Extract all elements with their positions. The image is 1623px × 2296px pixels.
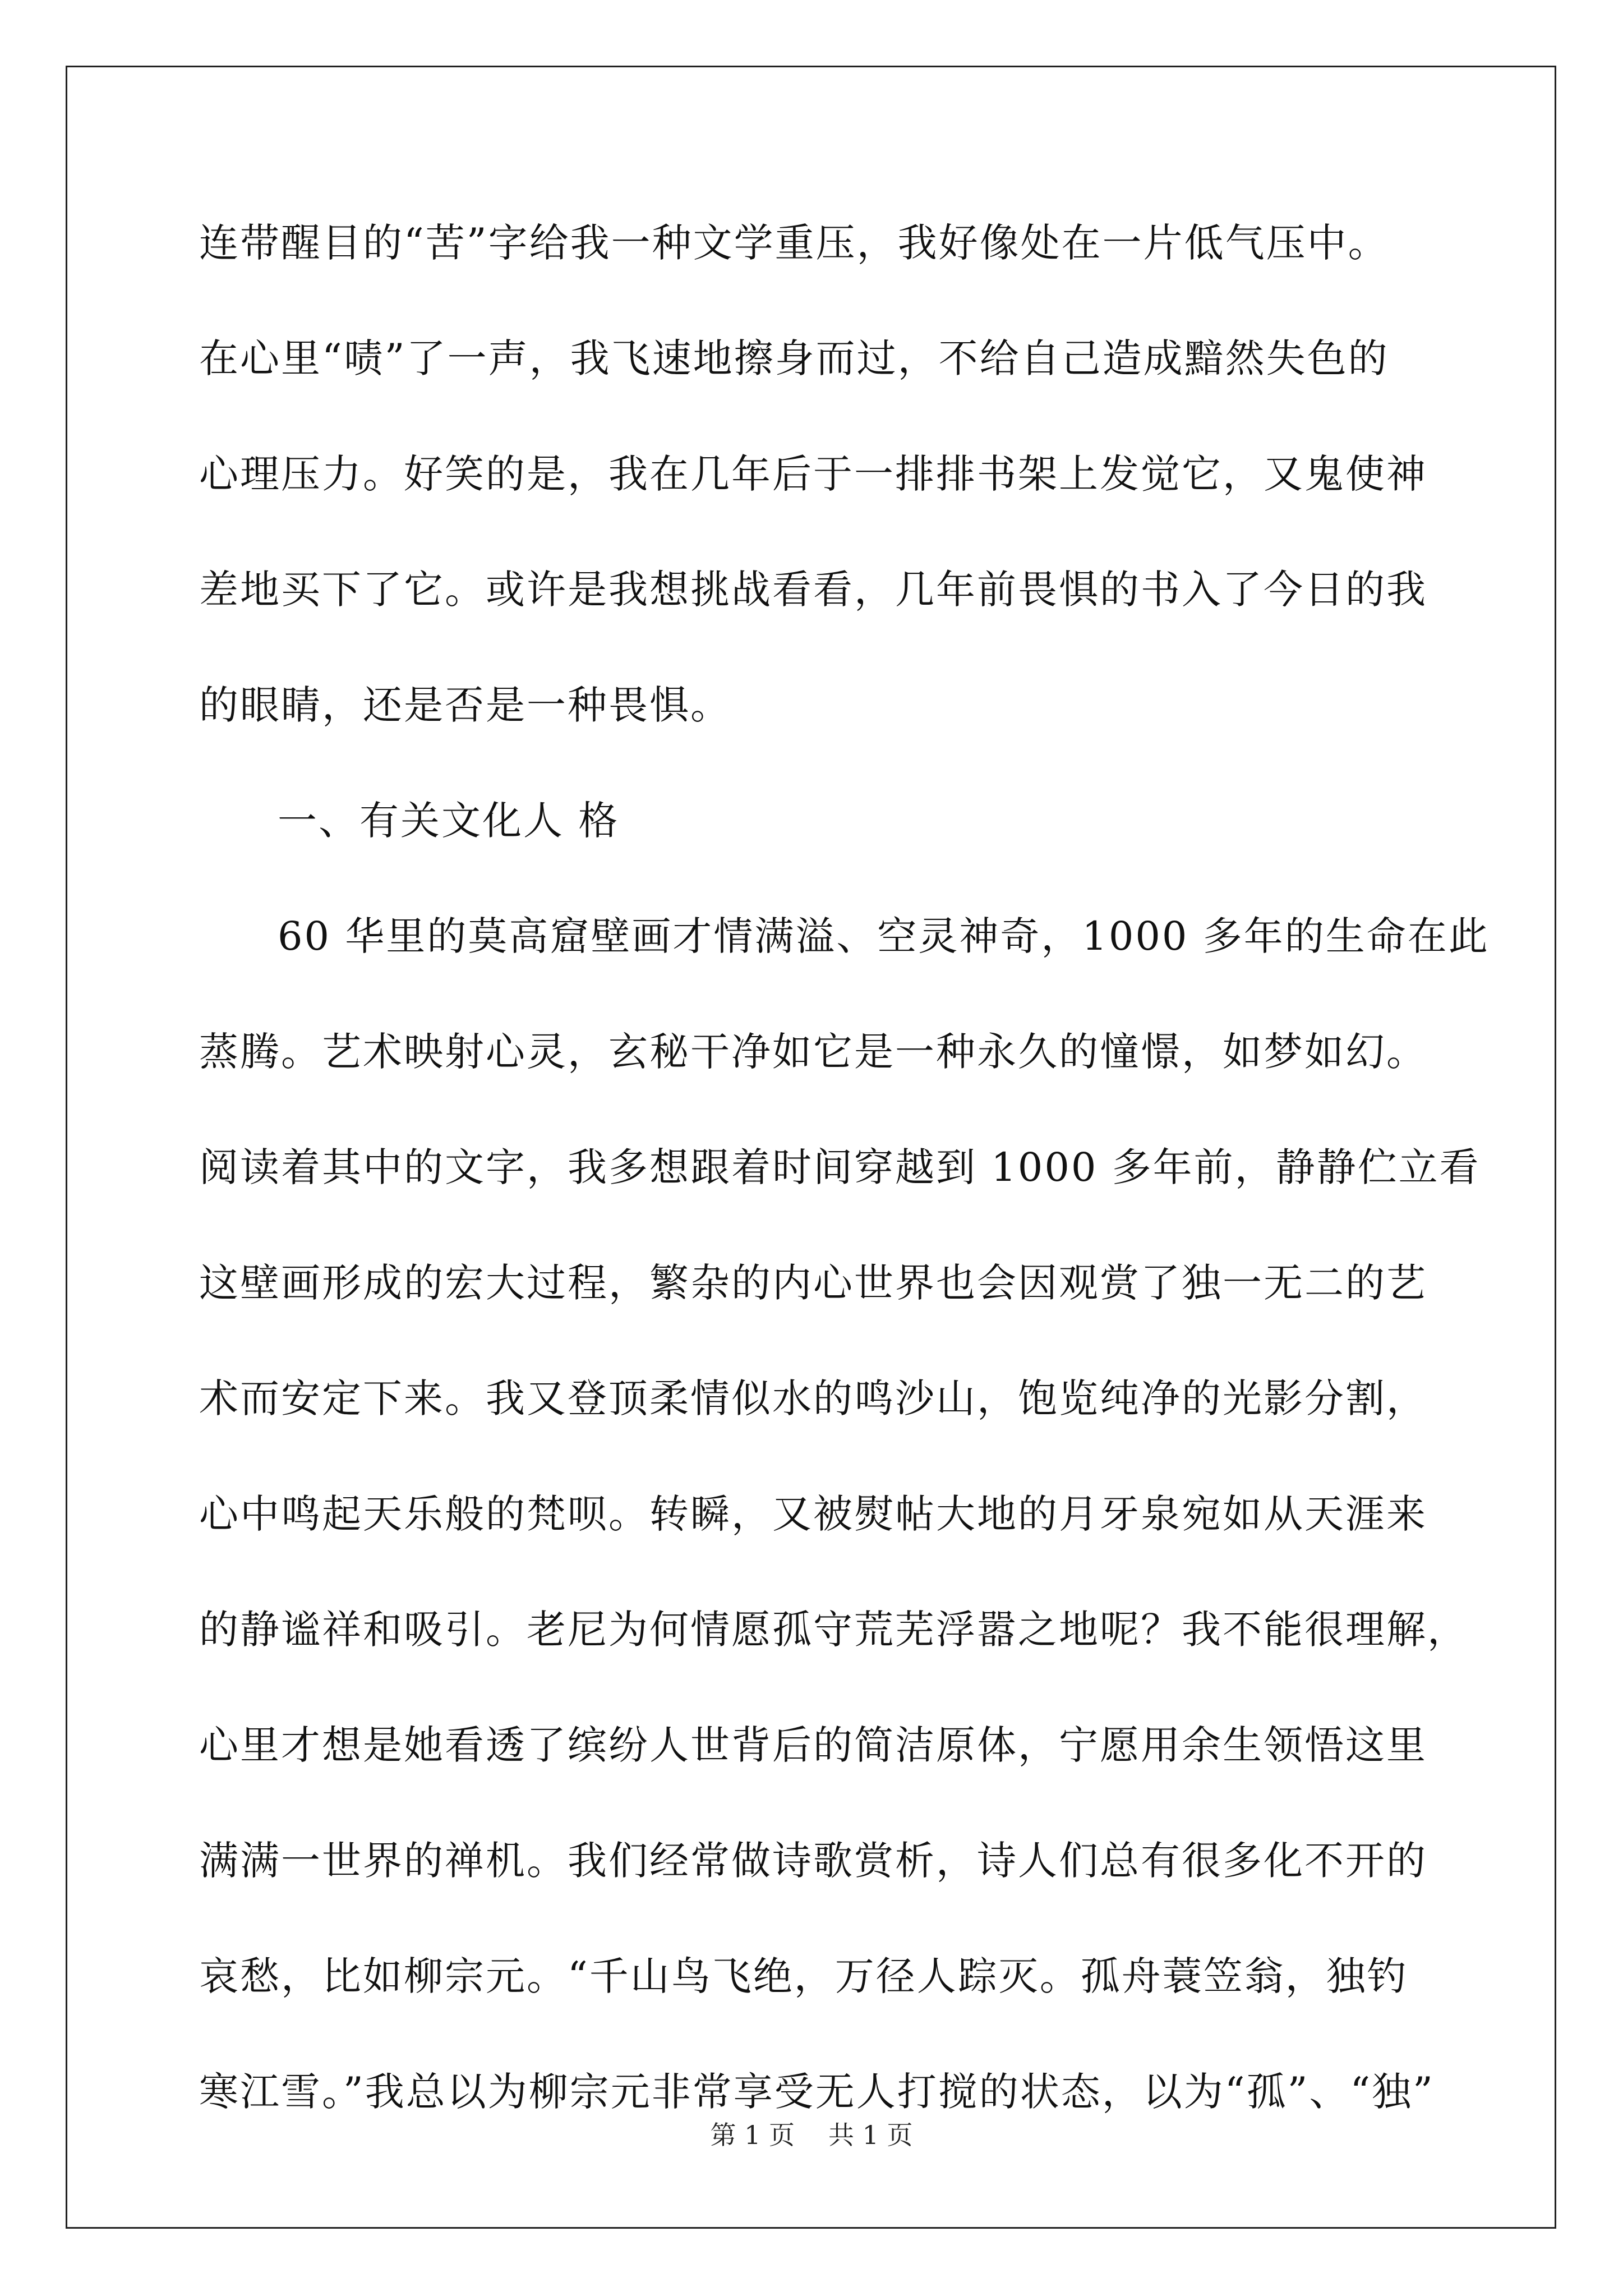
paragraph-line: 心里才想是她看透了缤纷人世背后的简洁原体，宁愿用余生领悟这里: [199, 1722, 1427, 1768]
paragraph-line: 阅读着其中的文字，我多想跟着时间穿越到 1000 多年前，静静伫立看: [199, 1144, 1481, 1190]
section-heading: 一、有关文化人 格: [278, 798, 620, 844]
paragraph-line: 蒸腾。艺术映射心灵，玄秘干净如它是一种永久的憧憬，如梦如幻。: [199, 1029, 1427, 1075]
paragraph-line: 哀愁，比如柳宗元。“千山鸟飞绝，万径人踪灭。孤舟蓑笠翁，独钓: [199, 1953, 1408, 1999]
document-body: [199, 212, 1490, 2177]
page-number: 第 1 页: [710, 2120, 795, 2150]
paragraph-line: 60 华里的莫高窟壁画才情满溢、空灵神奇，1000 多年的生命在此: [278, 913, 1490, 959]
page-footer: [0, 2115, 1623, 2152]
paragraph-line: 寒江雪。”我总以为柳宗元非常享受无人打搅的状态，以为“孤”、“独”: [199, 2069, 1435, 2115]
paragraph-line: 心理压力。好笑的是，我在几年后于一排排书架上发觉它，又鬼使神: [199, 451, 1427, 497]
paragraph-line: 差地买下了它。或许是我想挑战看看，几年前畏惧的书入了今日的我: [199, 567, 1427, 613]
paragraph-line: 这壁画形成的宏大过程，繁杂的内心世界也会因观赏了独一无二的艺: [199, 1260, 1427, 1306]
paragraph-line: 的眼睛，还是否是一种畏惧。: [199, 682, 731, 728]
paragraph-line: 的静谧祥和吸引。老尼为何情愿孤守荒芜浮嚣之地呢？我不能很理解，: [199, 1607, 1468, 1653]
paragraph-line: 术而安定下来。我又登顶柔情似水的鸣沙山，饱览纯净的光影分割，: [199, 1375, 1427, 1421]
paragraph-line: 满满一世界的禅机。我们经常做诗歌赏析，诗人们总有很多化不开的: [199, 1838, 1427, 1884]
page-total: 共 1 页: [828, 2120, 913, 2150]
paragraph-line: 在心里“啧”了一声，我飞速地擦身而过，不给自己造成黯然失色的: [199, 335, 1389, 381]
paragraph-line: 连带醒目的“苦”字给我一种文学重压，我好像处在一片低气压中。: [199, 220, 1389, 266]
paragraph-line: 心中鸣起天乐般的梵呗。转瞬，又被熨帖大地的月牙泉宛如从天涯来: [199, 1491, 1427, 1537]
